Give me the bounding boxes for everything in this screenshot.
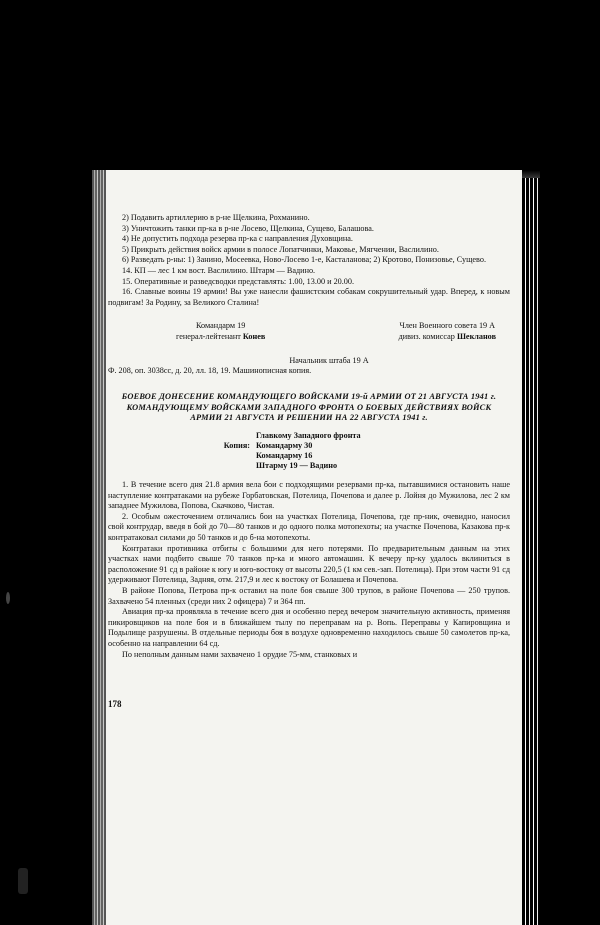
body-paragraph: 1. В течение всего дня 21.8 армия вела бои с подходящими резервами пр-ка, пытавшимися остановить наше наступление контратаками на рубеже Горбатовская, Потелица, Почепова и далее р. Лойня до Мужилова, лес 2 км западнее Мужилова, Попова, Скачково, Чистая. — [108, 480, 510, 511]
page-number: 178 — [108, 699, 122, 709]
address-copy: Штарму 19 — Вадино — [256, 461, 338, 471]
scan-speck — [18, 868, 28, 894]
signature-block — [108, 321, 510, 342]
order-item: 16. Славные воины 19 армии! Вы уже нанесли фашистским собакам сокрушительный удар. Вперед, к новым подвигам! За Родину, за Великого Сталина! — [108, 287, 510, 307]
chief-of-staff-line: Начальник штаба 19 А — [289, 355, 369, 365]
document-heading: БОЕВОЕ ДОНЕСЕНИЕ КОМАНДУЮЩЕГО ВОЙСКАМИ 19-й АРМИИ ОТ 21 АВГУСТА 1941 г. КОМАНДУЮЩЕМУ ВОЙСКАМИ ЗАПАДНОГО ФРОНТА О БОЕВЫХ ДЕЙСТВИЯХ ВОЙСК АРМИИ 21 АВГУСТА И РЕШЕНИИ НА 22 АВГУСТА 1941 г. — [121, 391, 497, 423]
order-item: 5) Прикрыть действия войск армии в полосе Лопатчинки, Маковье, Мягчении, Васлилино. — [122, 244, 439, 254]
report-body — [108, 480, 510, 660]
order-item: 6) Разведать р-ны: 1) Занино, Мосеевка, Ново-Лосево 1-е, Касталанова; 2) Кротово, Понизовье, Сущево. — [122, 255, 487, 265]
commander-title: Командарм 19 — [195, 321, 246, 331]
document-content — [108, 213, 510, 660]
body-paragraph: В районе Попова, Петрова пр-к оставил на поле боя свыше 300 трупов, в районе Почепова — 250 трупов. Захвачено 54 пленных (среди них 2 офицера) 7 и 364 пп. — [108, 586, 510, 606]
address-recipient: Главкому Западного фронта — [256, 431, 361, 441]
body-paragraph: По неполным данным нами захвачено 1 орудие 75-мм, станковых и — [122, 649, 358, 659]
order-item: 14. КП — лес 1 км вост. Васлилино. Штарм — Вадино. — [122, 265, 316, 275]
copy-label: Копия: — [223, 441, 250, 451]
address-block — [204, 431, 510, 471]
commander-signature — [176, 321, 265, 342]
commander-rank: генерал-лейтенант — [176, 331, 241, 341]
council-member-title: Член Военного совета 19 А — [399, 321, 496, 331]
scan-edge-stripe — [522, 178, 540, 925]
order-item: 15. Оперативные и разведсводки представлять: 1.00, 13.00 и 20.00. — [122, 276, 355, 286]
order-item: 2) Подавить артиллерию в р-не Щелкина, Рохманино. — [122, 213, 310, 222]
body-paragraph: Контратаки противника отбиты с большими для него потерями. По предварительным данным на этих участках нами подбито свыше 70 танков пр-ка и много автомашин. К вечеру пр-ку удалось вклиниться в расположение 91 сд в районе к югу и юго-востоку от высоты 220,5 (1 км сев.-зап. Потелица). При этом части 91 сд удерживают Потелица, Задняя, отм. 217,9 и лес к востоку от Болашева и Почепова. — [108, 543, 510, 585]
council-member-signature — [399, 321, 496, 342]
scan-speck — [6, 592, 10, 604]
council-member-rank: дивиз. комиссар — [398, 331, 455, 341]
archive-reference: Ф. 208, оп. 3038сс, д. 20, лл. 18, 19. Машинописная копия. — [108, 366, 312, 376]
commander-name: Конев — [242, 331, 266, 341]
council-member-name: Шекланов — [456, 331, 496, 341]
address-copy: Командарму 30 — [256, 441, 313, 451]
order-item: 3) Уничтожить танки пр-ка в р-не Лосево, Щелкина, Сущево, Балашова. — [122, 223, 374, 233]
address-copy: Командарму 16 — [256, 451, 313, 461]
order-item: 4) Не допустить подхода резерва пр-ка с направления Духовщина. — [122, 234, 353, 244]
body-paragraph: 2. Особым ожесточением отличались бои на участках Потелица, Почепова, где пр-ник, очевидно, наносил свой контрудар, введя в бой до 70—80 танков и до одного полка мотопехоты; на участке Почепова, Казакова пр-к контратаковал силами до 50 танков и до б-на мотопехоты. — [108, 511, 510, 543]
body-paragraph: Авиация пр-ка проявляла в течение всего дня и особенно перед вечером значительную активность, применяя пикировщиков на поле боя и в ближайшем тылу по переправам на р. Вопь. Переправы у Капировщина и Подылище разрушены. В отдельные периоды боя в воздухе одновременно находилось свыше 50 самолетов пр-ка, особенно на направлении 64 сд. — [108, 607, 510, 649]
